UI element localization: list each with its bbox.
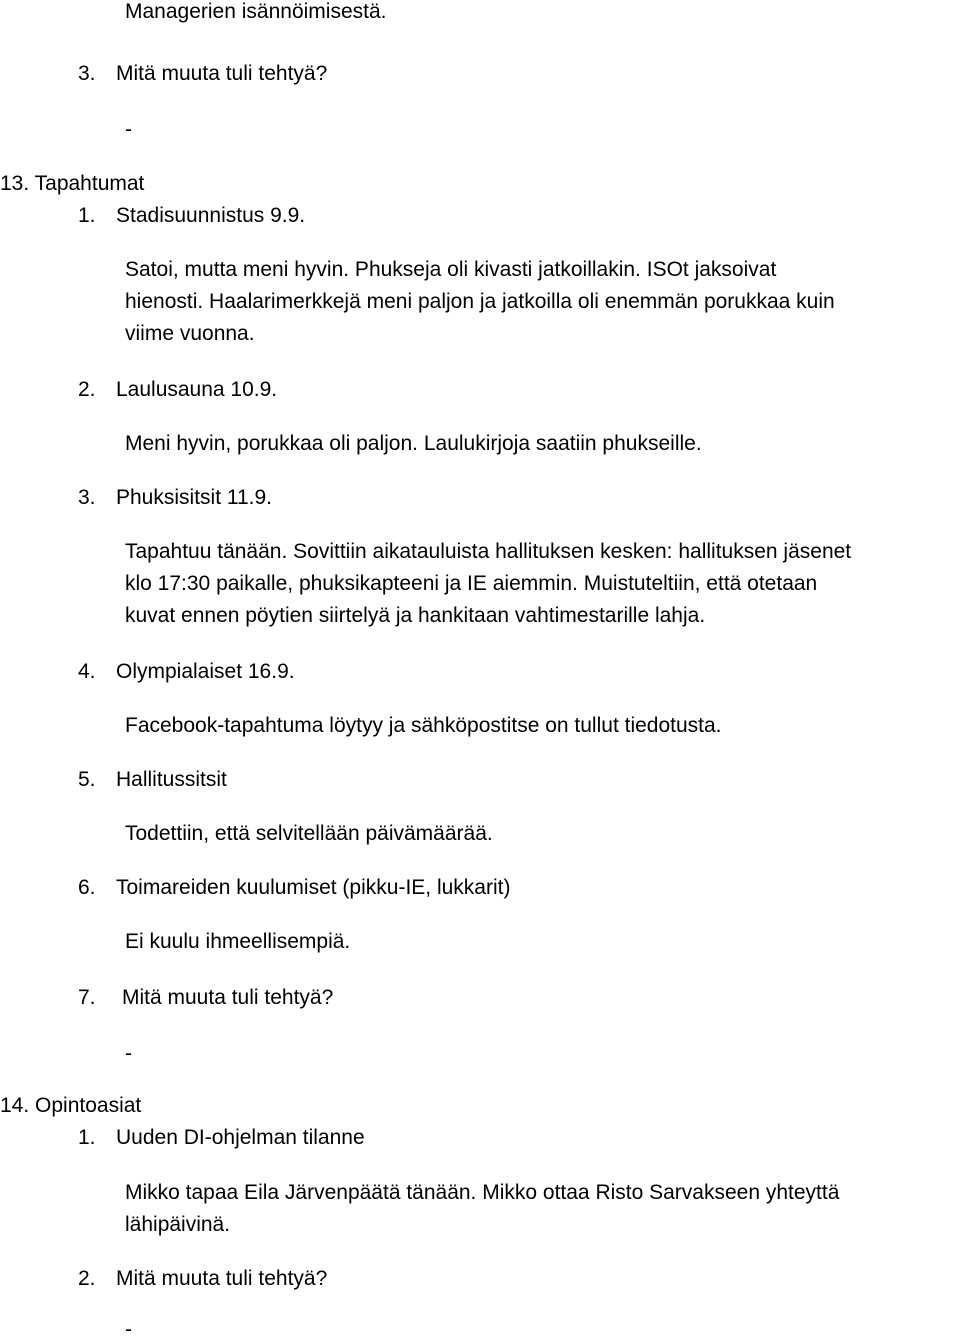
item-title: Mitä muuta tuli tehtyä? [116, 62, 328, 85]
item-title: Hallitussitsit [116, 768, 227, 791]
item-number: 1. [78, 204, 96, 227]
body-line: viime vuonna. [125, 322, 255, 345]
empty-dash: - [125, 1042, 132, 1065]
empty-dash: - [125, 118, 132, 141]
body-line: Ei kuulu ihmeellisempiä. [125, 930, 351, 953]
item-number: 7. [78, 986, 96, 1009]
body-line: Meni hyvin, porukkaa oli paljon. Laulukirjoja saatiin phukseille. [125, 432, 702, 455]
empty-dash: - [125, 1318, 132, 1341]
item-title: Stadisuunnistus 9.9. [116, 204, 306, 227]
item-number: 6. [78, 876, 96, 899]
body-line: lähipäivinä. [125, 1213, 231, 1236]
item-number: 3. [78, 62, 96, 85]
body-line: Facebook-tapahtuma löytyy ja sähköpostitse on tullut tiedotusta. [125, 714, 722, 737]
item-title: Mitä muuta tuli tehtyä? [116, 1267, 328, 1290]
item-title: Mitä muuta tuli tehtyä? [122, 986, 334, 1009]
continuation-line: Managerien isännöimisestä. [125, 0, 387, 23]
item-title: Olympialaiset 16.9. [116, 660, 295, 683]
item-number: 2. [78, 1267, 96, 1290]
body-line: Satoi, mutta meni hyvin. Phukseja oli kivasti jatkoillakin. ISOt jaksoivat [125, 258, 777, 281]
section-heading: 13. Tapahtumat [0, 172, 145, 195]
item-number: 3. [78, 486, 96, 509]
item-number: 2. [78, 378, 96, 401]
body-line: Tapahtuu tänään. Sovittiin aikatauluista hallituksen kesken: hallituksen jäsenet [125, 540, 852, 563]
item-title: Phuksisitsit 11.9. [116, 486, 273, 509]
item-number: 5. [78, 768, 96, 791]
item-number: 4. [78, 660, 96, 683]
body-line: kuvat ennen pöytien siirtelyä ja hankitaan vahtimestarille lahja. [125, 604, 706, 627]
item-number: 1. [78, 1126, 96, 1149]
body-line: klo 17:30 paikalle, phuksikapteeni ja IE aiemmin. Muistuteltiin, että otetaan [125, 572, 818, 595]
section-heading: 14. Opintoasiat [0, 1094, 142, 1117]
item-title: Uuden DI-ohjelman tilanne [116, 1126, 365, 1149]
body-line: hienosti. Haalarimerkkejä meni paljon ja jatkoilla oli enemmän porukkaa kuin [125, 290, 835, 313]
item-title: Laulusauna 10.9. [116, 378, 278, 401]
item-title: Toimareiden kuulumiset (pikku-IE, lukkarit) [116, 876, 511, 899]
body-line: Todettiin, että selvitellään päivämäärää. [125, 822, 493, 845]
body-line: Mikko tapaa Eila Järvenpäätä tänään. Mikko ottaa Risto Sarvakseen yhteyttä [125, 1181, 840, 1204]
